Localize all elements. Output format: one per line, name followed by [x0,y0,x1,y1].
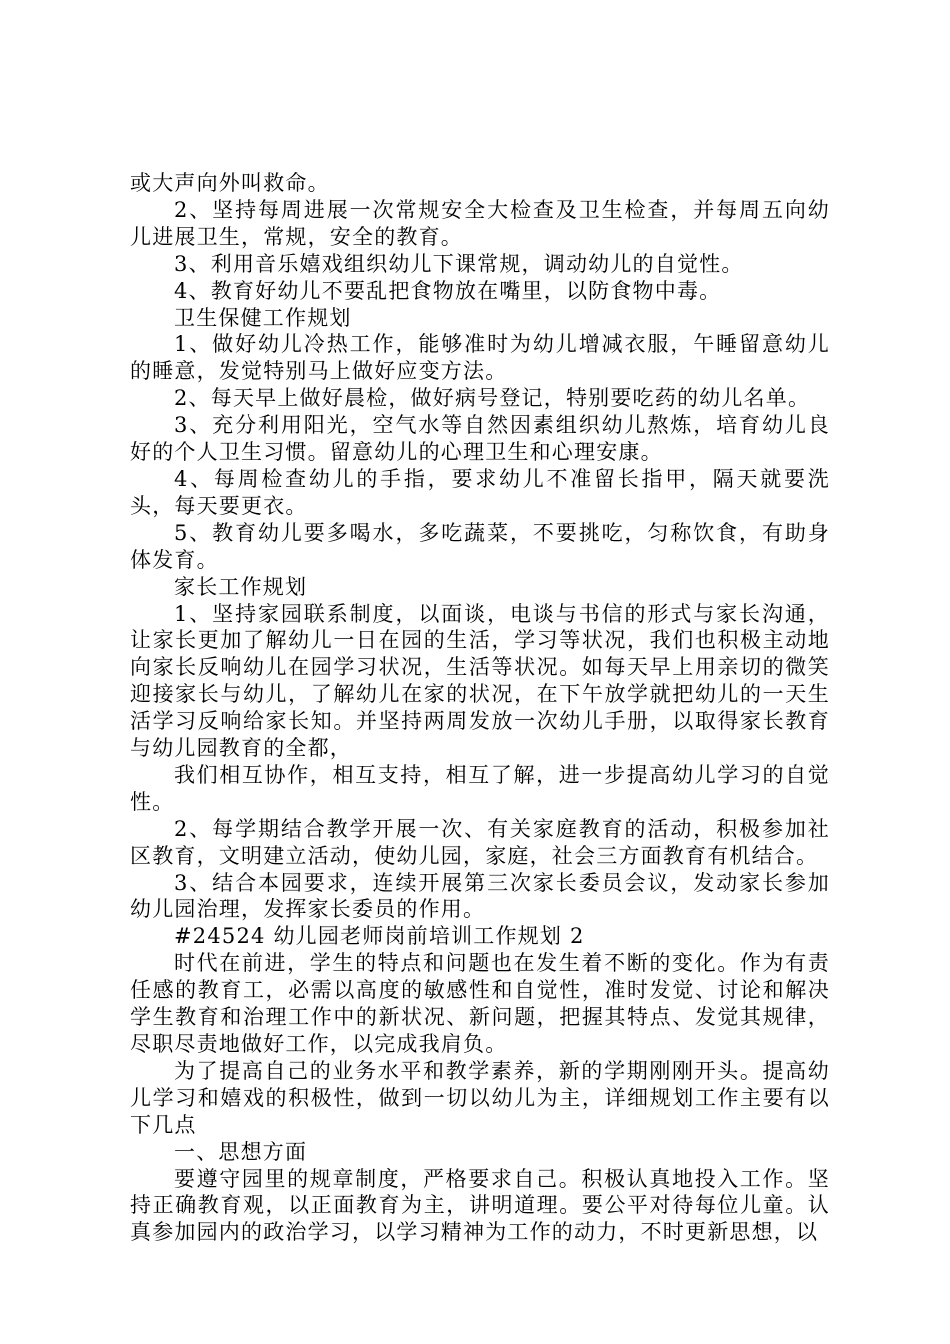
section-heading: 卫生保健工作规划 [174,305,352,330]
paragraph: 4、每周检查幼儿的手指，要求幼儿不准留长指甲，隔天就要洗头，每天要更衣。 [130,466,830,518]
paragraph: 5、教育幼儿要多喝水，多吃蔬菜，不要挑吃，匀称饮食，有助身体发育。 [130,520,830,572]
section-heading: 一、思想方面 [174,1139,308,1164]
section-heading: #24524 幼儿园老师岗前培训工作规划 2 [174,924,585,949]
paragraph: 1、做好幼儿冷热工作，能够准时为幼儿增减衣服，午睡留意幼儿的睡意，发觉特别马上做好应变方法。 [130,332,830,384]
paragraph: 2、坚持每周进展一次常规安全大检查及卫生检查，并每周五向幼儿进展卫生，常规，安全的教育。 [130,197,830,249]
document-body [130,170,830,1246]
paragraph: 时代在前进，学生的特点和问题也在发生着不断的变化。作为有责任感的教育工，必需以高度的敏感性和自觉性，准时发觉、讨论和解决学生教育和治理工作中的新状况、新问题，把握其特点、发觉其规律，尽职尽责地做好工作，以完成我肩负。 [130,951,830,1056]
paragraph: 3、结合本园要求，连续开展第三次家长委员会议，发动家长参加幼儿园治理，发挥家长委员的作用。 [130,870,830,922]
paragraph: 2、每天早上做好晨检，做好病号登记，特别要吃药的幼儿名单。 [174,386,811,411]
paragraph: 2、每学期结合教学开展一次、有关家庭教育的活动，积极参加社区教育，文明建立活动，使幼儿园，家庭，社会三方面教育有机结合。 [130,816,830,868]
paragraph: 为了提高自己的业务水平和教学素养，新的学期刚刚开头。提高幼儿学习和嬉戏的积极性，做到一切以幼儿为主，详细规划工作主要有以下几点 [130,1058,830,1137]
section-heading: 家长工作规划 [174,574,308,599]
paragraph: 3、利用音乐嬉戏组织幼儿下课常规，调动幼儿的自觉性。 [174,251,744,276]
paragraph: 或大声向外叫救命。 [130,171,330,195]
paragraph: 我们相互协作，相互支持，相互了解，进一步提高幼儿学习的自觉性。 [130,762,830,814]
paragraph: 要遵守园里的规章制度，严格要求自己。积极认真地投入工作。坚持正确教育观，以正面教育为主，讲明道理。要公平对待每位儿童。认真参加园内的政治学习，以学习精神为工作的动力，不时更新思想，以 [130,1166,830,1245]
paragraph: 1、坚持家园联系制度，以面谈，电谈与书信的形式与家长沟通，让家长更加了解幼儿一日在园的生活，学习等状况，我们也积极主动地向家长反响幼儿在园学习状况，生活等状况。如每天早上用亲切的微笑迎接家长与幼儿，了解幼儿在家的状况，在下午放学就把幼儿的一天生活学习反响给家长知。并坚持两周发放一次幼儿手册，以取得家长教育与幼儿园教育的全都， [130,601,830,761]
paragraph: 3、充分利用阳光，空气水等自然因素组织幼儿熬炼，培育幼儿良好的个人卫生习惯。留意幼儿的心理卫生和心理安康。 [130,413,830,465]
paragraph: 4、教育好幼儿不要乱把食物放在嘴里，以防食物中毒。 [174,278,722,303]
